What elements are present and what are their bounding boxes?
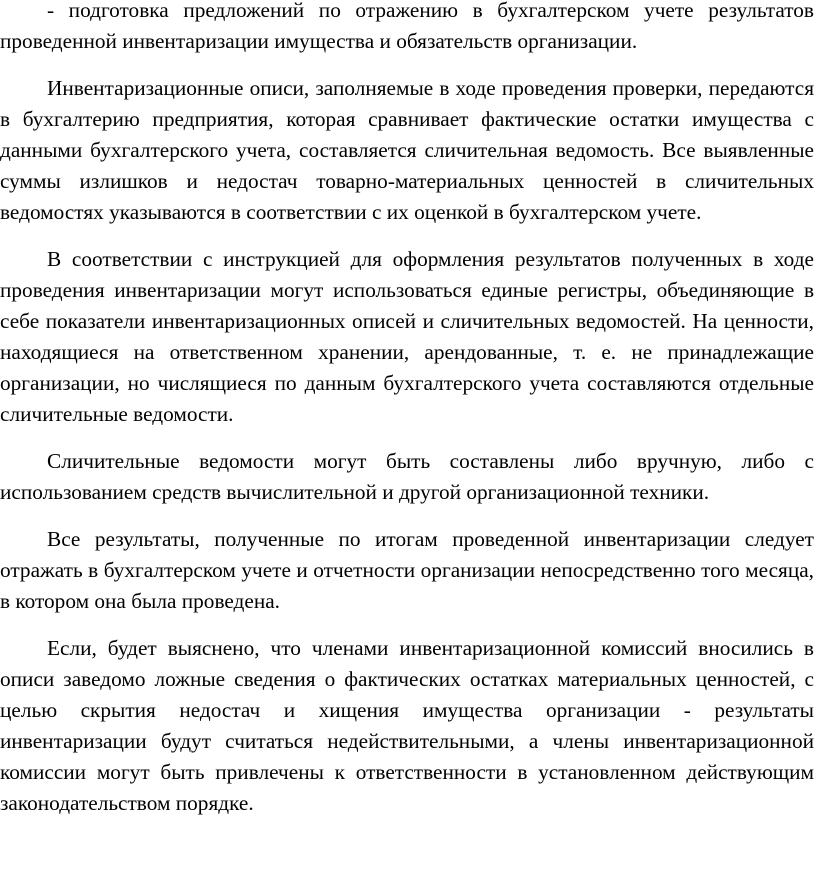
paragraph-comparison-sheets: Сличительные ведомости могут быть составлены либо вручную, либо с использованием средств вычислительной и другой организационной техники. <box>0 449 814 504</box>
paragraph-false-information: Если, будет выяснено, что членами инвентаризационной комиссий вносились в описи заведомо ложные сведения о фактических остатках материальных ценностей, с целью скрытия недостач и хищения имущества организации - результаты инвентаризации будут считаться недействительными, а члены инвентаризационной комиссии могут быть привлечены к ответственности в установленном действующим законодательством порядке. <box>0 636 814 815</box>
paragraph-inventory-lists: Инвентаризационные описи, заполняемые в ходе проведения проверки, передаются в бухгалтерию предприятия, которая сравнивает фактические остатки имущества с данными бухгалтерского учета, составляется сличительная ведомость. Все выявленные суммы излишков и недостач товарно-материальных ценностей в сличительных ведомостях указываются в соответствии с их оценкой в бухгалтерском учете. <box>0 76 814 224</box>
paragraph-reporting-month: Все результаты, полученные по итогам проведенной инвентаризации следует отражать в бухгалтерском учете и отчетности организации непосредственно того месяца, в котором она была проведена. <box>0 527 814 613</box>
paragraph-inventory-proposals: - подготовка предложений по отражению в бухгалтерском учете результатов проведенной инвентаризации имущества и обязательств организации. <box>0 0 814 53</box>
paragraph-unified-registers: В соответствии с инструкцией для оформления результатов полученных в ходе проведения инвентаризации могут использоваться единые регистры, объединяющие в себе показатели инвентаризационных описей и сличительных ведомостей. На ценности, находящиеся на ответственном хранении, арендованные, т. е. не принадлежащие организации, но числящиеся по данным бухгалтерского учета составляются отдельные сличительные ведомости. <box>0 247 814 426</box>
